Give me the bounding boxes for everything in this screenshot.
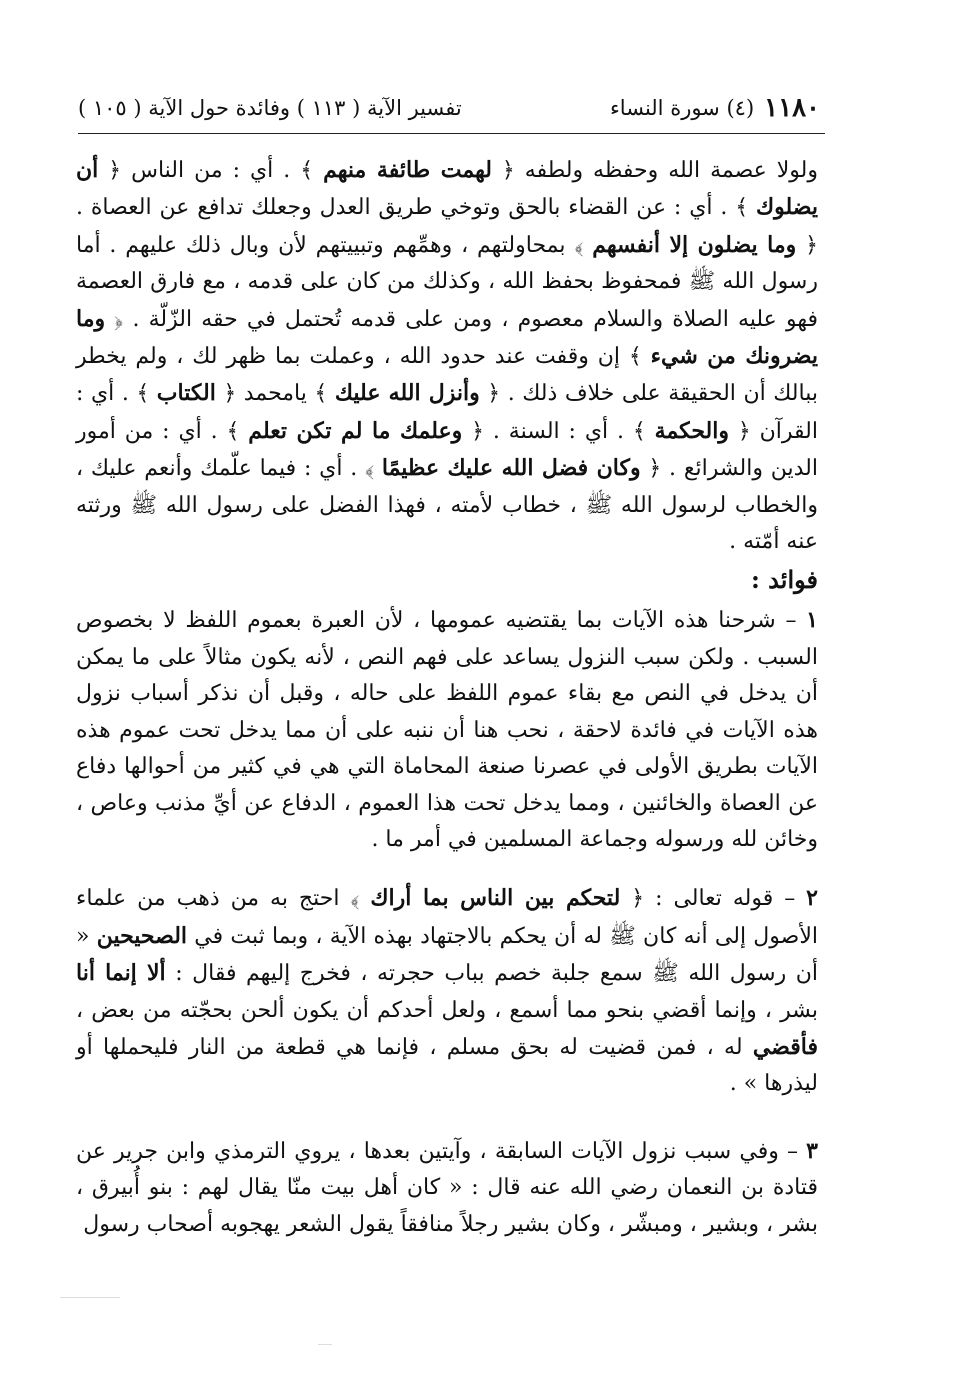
- bold-text-run: والحكمة: [654, 417, 729, 444]
- bold-text-run: فأقضي: [752, 1033, 818, 1060]
- bold-text-run: الكتاب: [156, 380, 216, 407]
- bold-text-run: وما يضرونك من شيء: [76, 305, 819, 370]
- text-run: ﴾ يامحمد ﴿: [215, 381, 335, 407]
- text-run: ﴾ إن وقفت عند حدود الله ، وعملت بما ظهر لك ، ولم يخطر ببالك أن الحقيقة على خلاف ذلك . ﴿: [76, 344, 818, 407]
- text-run: ولولا عصمة الله وحفظه ولطفه ﴿: [491, 158, 818, 183]
- spacer: [76, 858, 818, 880]
- text-run: – وفي سبب نزول الآيات السابقة ، وآيتين بعدها ، يروي الترمذي وابن جرير عن قتادة بن النعمان رضي الله عنه قال : « كان أهل بيت منّا يقال لهم : بنو أُبيرق ، بشر ، وبشير ، ومبشّر ، وكان بشير رجلاً منافقاً يقول الشعر يهجوبه أصحاب رسول: [76, 1138, 818, 1237]
- bold-text-run: لهمت طائفة منهم: [323, 157, 492, 183]
- text-run: ﴾ . أي : القرآن ﴿: [76, 381, 818, 444]
- scan-mark: [318, 1344, 332, 1345]
- bold-text-run: وأنزل الله عليك: [334, 380, 480, 407]
- page-number: ١١٨٠: [764, 93, 820, 123]
- text-run: ﴾ بمحاولتهم ، وهمِّهم وتبييتهم لأن وبال ذلك عليهم . أما رسول الله ﷺ فمحفوظ بحفظ الله ، وكذلك من كان على قدمه ، مع فارق العصمة فهو عليه الصلاة والسلام معصوم ، ومن على قدمه تُحتمل في حقه الزّلّة . ﴿: [76, 232, 818, 332]
- paragraph-benefit-2: [76, 880, 818, 1102]
- bold-text-run: ٣: [806, 1137, 818, 1164]
- bold-text-run: وما يضلون إلا أنفسهم: [592, 231, 797, 258]
- surah-label: (٤) سورة النساء: [609, 96, 755, 120]
- text-run: ﴾ . أي : السنة . ﴿: [462, 418, 655, 444]
- page-body: [76, 152, 818, 1243]
- bold-text-run: ٢: [806, 885, 818, 912]
- bold-text-run: لتحكم بين الناس بما أراك: [370, 885, 621, 912]
- text-run: ﴾ . أي : من أمور الدين والشرائع . ﴿: [76, 418, 818, 482]
- text-run: بشر ، وإنما أقضي بنحو مما أسمع ، ولعل أحدكم أن يكون ألحن بحجّته من بعض ،: [76, 997, 818, 1023]
- scan-mark: [60, 1297, 120, 1298]
- paragraph-tafsir: [76, 152, 818, 560]
- tafsir-text: [76, 152, 818, 560]
- text-run: له ، فمن قضيت له بحق مسلم ، فإنما هي قطعة من النار فليحملها أو ليذرها » .: [76, 1034, 818, 1097]
- benefit-3-text: [76, 1133, 818, 1243]
- header-right: [610, 93, 820, 123]
- header-subtitle: تفسير الآية ( ١١٣ ) وفائدة حول الآية ( ١٠٥ ): [78, 96, 462, 120]
- page-header: [78, 86, 820, 130]
- fawaid-heading: فوائد :: [750, 565, 818, 595]
- spacer: [76, 1103, 818, 1133]
- bold-text-run: الصحيحين: [96, 922, 188, 949]
- bold-text-run: وكان فضل الله عليك عظيمًا: [381, 455, 641, 482]
- text-run: « أن رسول الله ﷺ سمع جلبة خصم بباب حجرته ، فخرج إليهم فقال :: [76, 923, 818, 987]
- paragraph-benefit-1: [76, 602, 818, 858]
- text-run: ﴾ . أي : فيما علّمك وأنعم عليك ، والخطاب لرسول الله ﷺ ، خطاب لأمته ، فهذا الفضل على رسول الله ﷺ ورثته عنه أمّته .: [76, 456, 818, 555]
- text-run: ﴾ . أي : عن القضاء بالحق وتوخي طريق العدل وجعلك تدافع عن العصاة . ﴿: [76, 195, 818, 258]
- text-run: – شرحنا هذه الآيات بما يقتضيه عمومها ، لأن العبرة بعموم اللفظ لا بخصوص السبب . ولكن سبب النزول يساعد على فهم النص ، لأنه يكون مثالاً على ما يمكن أن يدخل في النص مع بقاء عموم اللفظ على حاله ، وقبل أن نذكر أسباب نزول هذه الآيات في فائدة لاحقة ، نحب هنا أن ننبه على أن مما يدخل تحت عموم هذه الآيات بطريق الأولى في عصرنا صنعة المحاماة التي هي في كثير من أحوالها دفاع عن العصاة والخائنين ، ومما يدخل تحت هذا العموم ، الدفاع عن أيِّ مذنب وعاص ، وخائن لله ورسوله وجماعة المسلمين في أمر ما .: [76, 608, 819, 852]
- benefit-1-text: [76, 602, 818, 858]
- bold-text-run: أن يضلوك: [76, 157, 818, 221]
- text-run: ﴾ احتج به من ذهب من علماء الأصول إلى أنه كان ﷺ له أن يحكم بالاجتهاد بهذه الآية ، وبما ثبت في: [76, 886, 818, 949]
- benefit-2-text: [76, 880, 818, 1102]
- paragraph-benefit-3: [76, 1133, 818, 1243]
- bold-text-run: ١: [806, 607, 818, 634]
- bold-text-run: ألا إنما أنا: [76, 960, 166, 987]
- bold-text-run: وعلمك ما لم تكن تعلم: [248, 417, 463, 444]
- header-rule: [78, 133, 825, 134]
- text-run: ﴾ . أي : من الناس ﴿: [98, 158, 324, 183]
- text-run: – قوله تعالى : ﴿: [620, 886, 807, 912]
